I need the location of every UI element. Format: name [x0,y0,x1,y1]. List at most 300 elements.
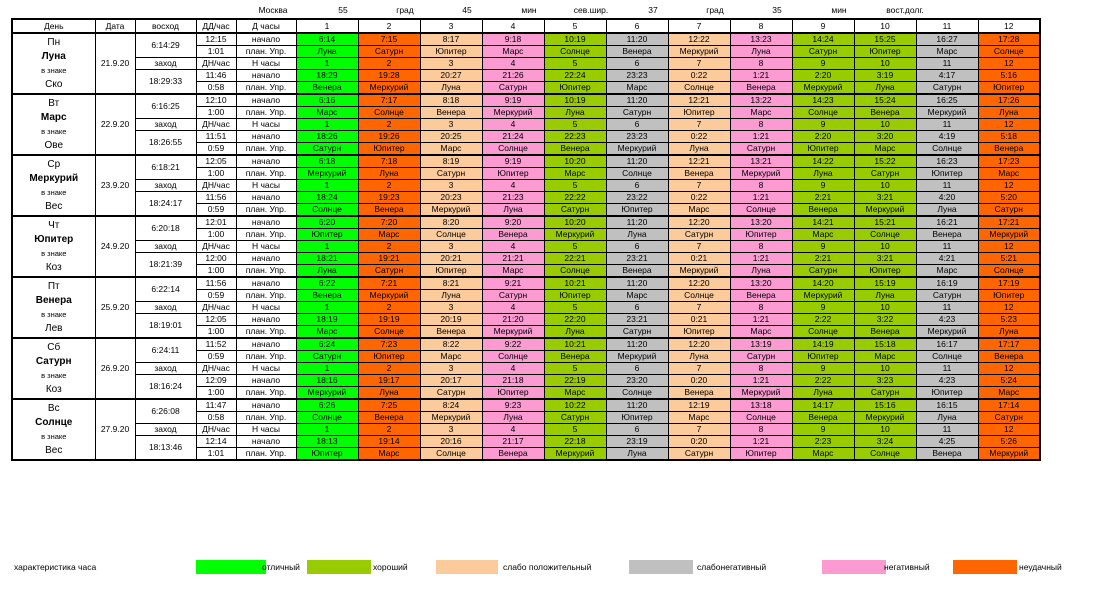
night-hour-start: 3:21 [854,192,916,204]
night-hour-start: 4:23 [916,314,978,326]
night-hour-start: 19:26 [358,131,420,143]
night-hour-start: 21:21 [482,253,544,265]
day-hour-start: 10:21 [544,338,606,351]
night-hour-planet: Марс [482,265,544,278]
day-abbr: Вс [47,402,60,414]
day-hour-planet: Меркурий [420,412,482,424]
night-hour-number: 1 [296,180,358,192]
day-hour-start: 17:17 [978,338,1040,351]
day-hour-planet: Венера [606,46,668,58]
night-hour-number: 3 [420,180,482,192]
day-hour-planet: Юпитер [792,351,854,363]
night-hour-number: 9 [792,363,854,375]
day-length: 12:15 [196,33,236,46]
night-hour-planet: Солнце [730,204,792,217]
night-hour-planet: Юпитер [854,265,916,278]
night-hour-number: 2 [358,241,420,253]
night-hour-planet: Меркурий [296,387,358,400]
night-hours-label: Н часы [236,302,296,314]
night-hour-length: 0:58 [196,82,236,95]
row-label-planet: план. Упр. [236,46,296,58]
day-hour-planet: Юпитер [358,351,420,363]
day-hour-planet: Сатурн [978,412,1040,424]
legend-label: негативный [884,562,930,572]
day-hour-start: 17:23 [978,155,1040,168]
day-hour-start: 15:16 [854,399,916,412]
night-hour-planet: Венера [358,204,420,217]
day-abbr: Сб [47,341,61,353]
day-abbr: Пт [47,280,60,292]
night-hour-number: 1 [296,119,358,131]
night-hour-length: 0:59 [196,143,236,156]
day-hour-planet: Сатурн [544,412,606,424]
night-hour-number: 9 [792,424,854,436]
day-planet: Меркурий [29,172,79,184]
legend-swatch [307,560,371,574]
day-hour-start: 9:22 [482,338,544,351]
day-length: 12:05 [196,155,236,168]
day-hour-start: 7:23 [358,338,420,351]
night-hour-planet: Луна [358,387,420,400]
night-hour-number: 2 [358,119,420,131]
night-hour-planet: Солнце [668,82,730,95]
night-hour-start: 21:23 [482,192,544,204]
day-hour-planet: Марс [730,107,792,119]
day-hour-planet: Марс [358,229,420,241]
night-hour-number: 9 [792,58,854,70]
legend [0,560,1102,574]
night-hour-number: 11 [916,424,978,436]
column-header: ДД/час [196,19,236,33]
day-hour-planet: Марс [296,107,358,119]
sunrise-time: 6:26:08 [135,399,196,424]
day-hour-planet: Солнце [668,290,730,302]
day-cell [12,155,95,216]
day-hour-start: 12:20 [668,216,730,229]
day-hour-start: 14:19 [792,338,854,351]
night-hour-start: 20:27 [420,70,482,82]
sunset-label: заход [135,363,196,375]
column-header: 4 [482,19,544,33]
night-hour-number: 8 [730,180,792,192]
night-hour-planet: Меркурий [668,265,730,278]
day-hour-planet: Солнце [296,412,358,424]
night-hour-planet: Венера [544,143,606,156]
night-hour-number: 5 [544,180,606,192]
night-hour-planet: Юпитер [544,82,606,95]
night-hour-number: 8 [730,424,792,436]
night-hour-start: 22:20 [544,314,606,326]
night-hour-planet: Луна [916,204,978,217]
night-hour-number: 4 [482,58,544,70]
night-hour-number: 8 [730,241,792,253]
day-hour-planet: Юпитер [916,168,978,180]
night-hour-planet: Венера [606,265,668,278]
day-hour-planet: Меркурий [358,290,420,302]
night-hour-start: 5:26 [978,436,1040,448]
date-cell: 25.9.20 [95,277,135,338]
night-hour-number: 7 [668,424,730,436]
night-hour-start: 20:17 [420,375,482,387]
night-start-row [12,253,1040,265]
night-hour-planet: Луна [668,143,730,156]
day-hour-start: 16:15 [916,399,978,412]
day-hour-planet: Юпитер [978,290,1040,302]
sunset-time: 18:29:33 [135,70,196,95]
night-hour-planet: Венера [730,82,792,95]
dn-hour-label: ДН/час [196,302,236,314]
night-hour-number: 10 [854,302,916,314]
night-hour-number: 12 [978,424,1040,436]
sunrise-time: 6:24:11 [135,338,196,363]
day-block [12,399,1040,460]
location-header-cell: 35 [772,5,782,15]
day-hour-planet: Луна [358,168,420,180]
day-block [12,33,1040,94]
night-hour-planet: Марс [606,82,668,95]
day-hour-planet: Юпитер [668,107,730,119]
moon-sign: Вес [45,444,63,456]
day-hour-start: 7:21 [358,277,420,290]
night-hour-start: 22:22 [544,192,606,204]
date-cell: 27.9.20 [95,399,135,460]
night-length: 11:51 [196,131,236,143]
night-hour-start: 19:21 [358,253,420,265]
night-hour-planet: Луна [730,265,792,278]
day-hour-start: 9:19 [482,94,544,107]
night-hour-number: 6 [606,119,668,131]
day-hour-start: 15:25 [854,33,916,46]
column-header: 3 [420,19,482,33]
day-hour-planet: Луна [978,107,1040,119]
night-hour-planet: Сатурн [358,265,420,278]
day-hour-planet: Луна [854,290,916,302]
night-hour-number: 6 [606,58,668,70]
legend-swatch [629,560,693,574]
night-start-row [12,375,1040,387]
dn-hour-label: ДН/час [196,424,236,436]
day-hour-start: 7:15 [358,33,420,46]
night-hour-planet: Венера [668,387,730,400]
day-hour-start: 14:24 [792,33,854,46]
night-hour-start: 3:23 [854,375,916,387]
night-hour-number: 10 [854,58,916,70]
day-hour-start: 16:27 [916,33,978,46]
day-hour-start: 8:19 [420,155,482,168]
legend-swatch [822,560,886,574]
day-planet: Солнце [35,416,73,428]
day-hour-start: 6:26 [296,399,358,412]
day-planet: Сатурн [35,355,72,367]
night-hour-planet: Марс [916,265,978,278]
day-hour-planet: Меркурий [730,168,792,180]
day-hour-planet: Юпитер [482,168,544,180]
night-hour-start: 0:22 [668,192,730,204]
night-hour-planet: Меркурий [358,82,420,95]
location-header-cell: 55 [338,5,348,15]
day-hour-start: 8:21 [420,277,482,290]
day-hour-planet: Венера [296,290,358,302]
date-cell: 24.9.20 [95,216,135,277]
night-hour-number: 5 [544,424,606,436]
day-length: 12:01 [196,216,236,229]
night-start-row [12,131,1040,143]
night-hour-planet: Солнце [544,265,606,278]
night-hour-planet: Венера [420,326,482,339]
night-hour-number: 1 [296,302,358,314]
day-hour-planet: Марс [854,351,916,363]
night-hour-number: 4 [482,241,544,253]
night-hour-planet: Марс [420,143,482,156]
day-planet: Венера [35,294,72,306]
day-hour-planet: Марс [606,290,668,302]
night-hour-start: 19:14 [358,436,420,448]
in-sign-label: в знаке [41,248,67,258]
legend-swatch [196,560,266,574]
night-hour-start: 18:29 [296,70,358,82]
location-header-cell: мин [831,5,847,15]
location-header-cell: вост.долг. [886,5,924,15]
night-hour-start: 22:23 [544,131,606,143]
night-hour-planet: Юпитер [978,82,1040,95]
day-start-row [12,216,1040,229]
legend-label: слабонегативный [697,562,767,572]
night-hour-planet: Сатурн [792,265,854,278]
night-hour-number: 7 [668,119,730,131]
night-hour-length: 1:00 [196,326,236,339]
day-hour-planet: Луна [420,290,482,302]
moon-sign: Коз [45,261,62,273]
row-label-start: начало [236,375,296,387]
night-hour-number: 2 [358,424,420,436]
night-hour-number: 8 [730,363,792,375]
night-hour-number: 12 [978,363,1040,375]
day-hour-planet: Марс [792,229,854,241]
row-label-start: начало [236,338,296,351]
date-cell: 26.9.20 [95,338,135,399]
night-hour-planet: Марс [544,387,606,400]
night-hour-start: 23:22 [606,192,668,204]
row-label-start: начало [236,314,296,326]
day-hour-start: 16:23 [916,155,978,168]
night-hour-start: 4:19 [916,131,978,143]
night-hour-start: 18:26 [296,131,358,143]
day-hour-start: 13:21 [730,155,792,168]
night-hour-start: 22:24 [544,70,606,82]
day-hour-start: 8:20 [420,216,482,229]
row-label-start: начало [236,70,296,82]
night-hour-number: 9 [792,302,854,314]
day-hour-planet: Венера [668,168,730,180]
day-hour-start: 6:20 [296,216,358,229]
legend-swatch [436,560,498,574]
night-hour-start: 2:22 [792,375,854,387]
night-hour-number: 7 [668,180,730,192]
night-length: 12:05 [196,314,236,326]
column-header: 9 [792,19,854,33]
night-hour-start: 0:21 [668,314,730,326]
day-abbr: Пн [47,36,61,48]
day-hour-start: 14:21 [792,216,854,229]
day-hour-planet: Луна [482,412,544,424]
night-header-row [12,180,1040,192]
day-hour-planet: Юпитер [730,229,792,241]
night-hour-start: 4:23 [916,375,978,387]
legend-label: слабо положительный [503,562,592,572]
column-header: 8 [730,19,792,33]
night-hour-number: 2 [358,58,420,70]
night-hours-label: Н часы [236,363,296,375]
night-hour-start: 3:24 [854,436,916,448]
night-hour-number: 3 [420,241,482,253]
day-hour-start: 17:14 [978,399,1040,412]
night-hour-planet: Солнце [916,143,978,156]
day-hour-start: 8:17 [420,33,482,46]
column-header: Дата [95,19,135,33]
day-hour-planet: Луна [296,46,358,58]
day-hour-start: 15:19 [854,277,916,290]
night-hour-number: 8 [730,58,792,70]
day-hour-planet: Солнце [792,107,854,119]
night-hour-number: 3 [420,119,482,131]
day-hour-planet: Сатурн [854,168,916,180]
night-hour-number: 4 [482,302,544,314]
night-hour-number: 6 [606,424,668,436]
day-hour-length: 1:01 [196,46,236,58]
day-hour-planet: Марс [978,168,1040,180]
night-hour-number: 11 [916,119,978,131]
day-hour-start: 11:20 [606,399,668,412]
day-hour-planet: Меркурий [978,229,1040,241]
night-hour-planet: Меркурий [854,204,916,217]
day-hour-planet: Сатурн [668,229,730,241]
day-hour-start: 12:21 [668,155,730,168]
day-hour-start: 10:21 [544,277,606,290]
night-hour-start: 20:19 [420,314,482,326]
night-hour-planet: Юпитер [668,326,730,339]
night-hour-start: 2:21 [792,253,854,265]
night-hour-planet: Юпитер [482,387,544,400]
in-sign-label: в знаке [41,126,67,136]
day-hour-start: 6:24 [296,338,358,351]
night-hour-start: 2:22 [792,314,854,326]
row-label-planet: план. Упр. [236,168,296,180]
night-hour-planet: Марс [358,448,420,461]
sunset-label: заход [135,241,196,253]
day-hour-planet: Венера [854,107,916,119]
night-length: 11:46 [196,70,236,82]
row-label-start: начало [236,192,296,204]
night-hour-start: 18:13 [296,436,358,448]
day-cell [12,277,95,338]
night-hour-number: 11 [916,241,978,253]
day-start-row [12,399,1040,412]
night-length: 11:56 [196,192,236,204]
night-hour-planet: Марс [978,387,1040,400]
day-hour-start: 16:25 [916,94,978,107]
night-hour-number: 12 [978,180,1040,192]
day-hour-start: 13:19 [730,338,792,351]
night-hour-number: 7 [668,363,730,375]
night-hour-planet: Солнце [420,448,482,461]
night-hour-start: 4:20 [916,192,978,204]
sunrise-time: 6:22:14 [135,277,196,302]
day-cell [12,338,95,399]
sunset-time: 18:19:01 [135,314,196,339]
night-hour-start: 20:25 [420,131,482,143]
night-hour-number: 5 [544,58,606,70]
day-hour-start: 12:21 [668,94,730,107]
night-hour-number: 8 [730,119,792,131]
night-hour-planet: Юпитер [358,143,420,156]
column-header-row [12,19,1040,33]
day-hour-planet: Юпитер [420,46,482,58]
night-hours-label: Н часы [236,424,296,436]
day-planet: Луна [41,50,66,62]
night-hour-start: 0:21 [668,253,730,265]
night-hour-start: 4:25 [916,436,978,448]
day-block [12,338,1040,399]
in-sign-label: в знаке [41,65,67,75]
day-start-row [12,155,1040,168]
row-label-start: начало [236,399,296,412]
day-hour-planet: Венера [978,351,1040,363]
night-hour-start: 22:21 [544,253,606,265]
night-hours-label: Н часы [236,241,296,253]
row-label-planet: план. Упр. [236,143,296,156]
column-header: 2 [358,19,420,33]
night-hour-planet: Венера [482,448,544,461]
day-hour-start: 12:19 [668,399,730,412]
night-hour-start: 19:23 [358,192,420,204]
night-hour-start: 22:18 [544,436,606,448]
sunset-label: заход [135,424,196,436]
day-start-row [12,33,1040,46]
day-hour-planet: Меркурий [606,351,668,363]
day-hour-start: 9:19 [482,155,544,168]
day-hour-start: 10:20 [544,216,606,229]
column-header: 5 [544,19,606,33]
row-label-planet: план. Упр. [236,448,296,461]
sunset-label: заход [135,58,196,70]
dn-hour-label: ДН/час [196,363,236,375]
sunset-label: заход [135,302,196,314]
day-hour-start: 15:21 [854,216,916,229]
day-hour-planet: Меркурий [854,412,916,424]
night-hour-start: 3:21 [854,253,916,265]
night-hour-number: 1 [296,58,358,70]
night-hour-number: 7 [668,302,730,314]
night-hour-number: 4 [482,119,544,131]
night-hour-start: 2:23 [792,436,854,448]
day-hour-start: 15:18 [854,338,916,351]
night-length: 12:09 [196,375,236,387]
night-hour-start: 23:23 [606,131,668,143]
night-hour-start: 21:26 [482,70,544,82]
row-label-planet: план. Упр. [236,326,296,339]
night-hour-start: 19:19 [358,314,420,326]
day-hour-start: 14:17 [792,399,854,412]
night-hour-start: 23:21 [606,314,668,326]
sunset-time: 18:13:46 [135,436,196,461]
day-hour-planet: Солнце [854,229,916,241]
night-hour-planet: Меркурий [544,448,606,461]
night-length: 12:00 [196,253,236,265]
night-hour-planet: Венера [916,448,978,461]
night-hour-planet: Меркурий [420,204,482,217]
night-hour-planet: Юпитер [792,143,854,156]
day-hour-start: 7:25 [358,399,420,412]
